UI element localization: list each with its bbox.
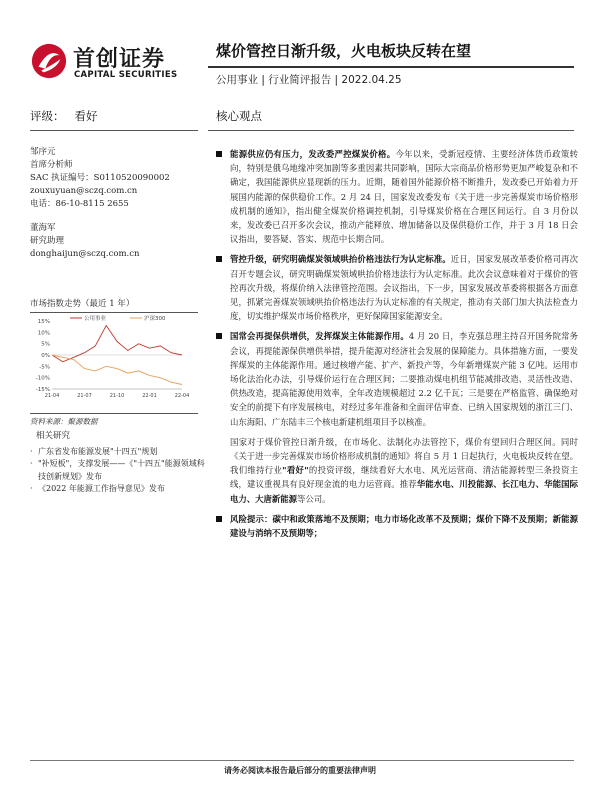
legend-label: 沪深300 bbox=[144, 316, 166, 322]
related-research-item[interactable]: · 广东省发布能源发展"十四五"规划 bbox=[30, 446, 205, 459]
series-line-utility bbox=[52, 326, 182, 362]
x-tick-label: 22-04 bbox=[174, 393, 190, 399]
logo-text-cn: 首创证券 bbox=[73, 47, 166, 72]
bullet-icon bbox=[216, 151, 222, 157]
analyst-phone: 电话：86-10-8115 2655 bbox=[30, 199, 129, 209]
bullet-icon bbox=[216, 333, 222, 339]
y-tick-label: -15% bbox=[35, 387, 50, 393]
analyst-role: 首席分析师 bbox=[30, 160, 73, 170]
paragraph-state-council bbox=[216, 329, 578, 428]
y-tick-label: 15% bbox=[37, 319, 50, 325]
risk-text: 碳中和政策落地不及预期；电力市场化改革不及预期；煤价下降不及预期；新能源建设与消纳不及预期等； bbox=[230, 513, 578, 539]
legend-label: 公用事业 bbox=[84, 316, 107, 322]
market-index-chart bbox=[30, 297, 200, 427]
x-tick-label: 21-07 bbox=[77, 393, 92, 399]
paragraph-lead: 能源供应仍有压力，发改委严控煤炭价格。 bbox=[230, 149, 396, 159]
paragraph-price-control bbox=[216, 252, 578, 323]
y-tick-label: 10% bbox=[37, 330, 50, 337]
analyst-email[interactable]: zouxuyuan@sczq.com.cn bbox=[30, 186, 138, 196]
recommended-stocks: 华能水电、川投能源、长江电力、华能国际电力、大唐新能源 bbox=[230, 479, 579, 504]
paragraph-text: 今年以来，受新冠疫情、主要经济体货币政策转向，特别是俄乌地缘冲突加剧等多重因素共同影响，国际大宗商品价格形势更加严峻复杂和不确定，我国能源供应显现新的压力。近期，随着国外能源价格不断推升，发改委已开始着力开展国内能源的保供稳价工作。2 月 24 日，国家发改委发布《关于进一步完善煤炭市场价格形成机制的通知》，指出健全煤炭价格调控机制，引导煤炭价格在合理区间运行。自 3 月份以来，发改委已召开多次会议，推动产能释放、增加储备以及保供稳价工作，并于 3 月 18 日会议指出，要答疑、答实、规范中长期合同。 bbox=[230, 149, 579, 245]
related-research bbox=[30, 430, 205, 496]
chart-svg bbox=[30, 315, 198, 410]
right-divider bbox=[208, 130, 574, 131]
analyst-name: 董海军 bbox=[30, 223, 56, 233]
rating bbox=[30, 108, 98, 124]
risk-label: 风险提示： bbox=[230, 513, 273, 524]
chart-title: 市场指数走势（最近 1 年） bbox=[30, 299, 135, 309]
left-divider bbox=[30, 130, 198, 131]
analyst-block-2 bbox=[30, 222, 200, 261]
core-view-heading: 核心观点 bbox=[216, 109, 262, 123]
related-research-title: 相关研究 bbox=[36, 431, 71, 441]
report-title: 煤价管控日渐升级，火电板块反转在望 bbox=[216, 42, 472, 60]
investment-rating: "看好" bbox=[282, 465, 309, 476]
paragraph-risk bbox=[216, 512, 578, 540]
analyst-email[interactable]: donghaijun@sczq.com.cn bbox=[30, 249, 140, 259]
y-tick-label: -10% bbox=[35, 375, 50, 382]
chart-bottom-divider bbox=[30, 413, 198, 414]
rating-label: 评级： bbox=[30, 109, 65, 123]
paragraph-recommendation bbox=[216, 435, 578, 506]
paragraph-coal-supply bbox=[216, 147, 578, 246]
logo-text-en: CAPITAL SECURITIES bbox=[74, 70, 178, 80]
analyst-block-1 bbox=[30, 146, 200, 211]
chart-source: 资料来源：聚源数据 bbox=[30, 417, 98, 426]
legal-footer: 请务必阅读本报告最后部分的重要法律声明 bbox=[224, 765, 376, 775]
paragraph-text: 国家对于煤价管控日渐升级，在市场化、法制化办法管控下，煤价有望回归合理区间。同时《关于进一步完善煤炭市场价格形成机制的通知》将自 5 月 1 日起执行，火电板块反转在望。我们维持行业 bbox=[230, 436, 578, 476]
rating-value: 看好 bbox=[74, 109, 98, 123]
analyst-role: 研究助理 bbox=[30, 236, 65, 246]
x-tick-label: 21-10 bbox=[109, 393, 125, 399]
chart-title-divider bbox=[30, 312, 198, 313]
paragraph-text: 等公司。 bbox=[297, 493, 331, 504]
y-tick-label: 5% bbox=[41, 341, 50, 348]
analyst-license: SAC 执证编号：S0110520090002 bbox=[30, 173, 170, 183]
logo-mark-icon bbox=[30, 42, 68, 80]
bullet-icon bbox=[216, 516, 222, 522]
y-tick-label: -5% bbox=[39, 364, 50, 371]
paragraph-text: 的投资评级，继续看好大水电、风光运营商、清洁能源转型三条投资主线，建议重视具有良好现金流的电力运营商。推荐 bbox=[230, 465, 579, 490]
company-logo bbox=[30, 38, 200, 86]
related-research-item[interactable]: · "补短板"，支撑发展——《"十四五"能源领域科技创新规划》发布 bbox=[30, 458, 205, 483]
paragraph-lead: 国常会再提保供增供，发挥煤炭主体能源作用。 bbox=[230, 331, 409, 342]
x-tick-label: 21-04 bbox=[44, 393, 60, 399]
paragraph-text: 4 月 20 日，李克强总理主持召开国务院常务会议，再提能源保供增供举措，提升能源对经济社会发展的保障能力。具体措施方面，一要发挥煤炭的主体能源作用。通过核增产能、扩产、新投产等，今年新增煤炭产能 3 亿吨。运用市场化法治化办法，引导煤价运行在合理区间；二要推动煤电机组节能减排改造、灵活性改造、供热改造，提高能源使用效率，全年改造规模超过 2.2 亿千瓦；三是要在严格监管、确保绝对安全的前提下有序发展核电，对经过多年准备和全面评估审查、已纳入国家规划的浙江三门、山东海阳、广东陆丰三个核电新建机组项目予以核准。 bbox=[230, 331, 578, 427]
paragraph-lead: 管控升级，研究明确煤炭领域哄抬价格违法行为认定标准。 bbox=[230, 254, 451, 265]
paragraph-text: 近日，国家发展改革委价格司再次召开专题会议，研究明确煤炭领域哄抬价格违法行为认定标准。此次会议意味着对于煤价的管控再次升级，将煤价纳入法律管控范围。会议指出，下一步，国家发展改革委将根据各方面意见，抓紧完善煤炭领域哄抬价格违法行为认定标准的有关规定，推动有关部门加大执法检查力度，切实维护煤炭市场价格秩序，更好保障国家能源安全。 bbox=[230, 254, 579, 322]
related-research-item[interactable]: · 《2022 年能源工作指导意见》发布 bbox=[30, 483, 205, 496]
series-line-hs300 bbox=[52, 355, 182, 385]
report-subtitle: 公用事业 | 行业简评报告 | 2022.04.25 bbox=[216, 74, 402, 86]
y-tick-label: 0% bbox=[41, 353, 50, 359]
header-divider bbox=[208, 66, 574, 68]
bullet-icon bbox=[216, 256, 222, 262]
analyst-name: 邹序元 bbox=[30, 147, 56, 157]
core-view-body bbox=[216, 147, 578, 546]
footer-divider bbox=[30, 760, 574, 761]
x-tick-label: 22-01 bbox=[142, 393, 157, 399]
